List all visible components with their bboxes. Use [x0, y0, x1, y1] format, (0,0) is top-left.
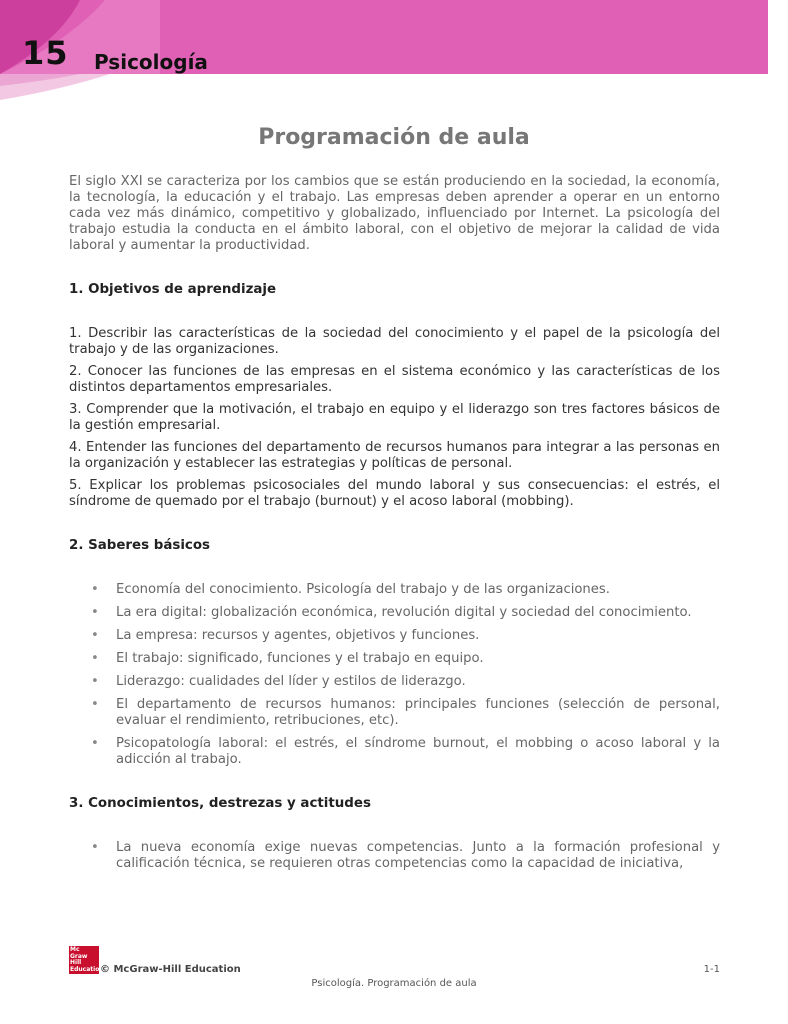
list-item [69, 582, 720, 598]
objective-item: 3. Comprender que la motivación, el trabajo en equipo y el liderazgo son tres factores básicos de la gestión empresarial. [69, 402, 720, 433]
bullet-icon: • [91, 736, 99, 751]
page-title: Programación de aula [258, 125, 530, 150]
saberes-list [69, 582, 720, 768]
list-item-text: El trabajo: significado, funciones y el trabajo en equipo. [116, 651, 484, 666]
document-body [69, 174, 720, 879]
bullet-icon: • [91, 605, 99, 620]
section-heading-saberes: 2. Saberes básicos [69, 538, 211, 553]
chapter-number: 15 [22, 34, 69, 72]
intro-paragraph: El siglo XXI se caracteriza por los cambios que se están produciendo en la sociedad, la economía, la tecnología, la educación y el trabajo. Las empresas deben aprender a operar en un entorno cada vez más dinámico, competitivo y globalizado, influenciado por Internet. La psicología del trabajo estudia la conducta en el ámbito laboral, con el objetivo de mejorar la calidad de vida laboral y aumentar la productividad. [69, 174, 720, 253]
list-item [69, 697, 720, 729]
section-heading-objetivos: 1. Objetivos de aprendizaje [69, 282, 277, 297]
bullet-icon: • [91, 651, 99, 666]
list-item [69, 840, 720, 872]
list-item [69, 605, 720, 621]
list-item [69, 651, 720, 667]
objective-item: 4. Entender las funciones del departamento de recursos humanos para integrar a las personas en la organización y establecer las estrategias y políticas de personal. [69, 440, 720, 471]
list-item-text: Economía del conocimiento. Psicología del trabajo y de las organizaciones. [116, 582, 610, 597]
bullet-icon: • [91, 697, 99, 712]
list-item-text: La nueva economía exige nuevas competencias. Junto a la formación profesional y calificación técnica, se requieren otras competencias como la capacidad de iniciativa, [116, 840, 720, 871]
objectives-list [69, 326, 720, 510]
bullet-icon: • [91, 628, 99, 643]
publisher-logo: Mc Graw Hill Education [70, 946, 104, 973]
section-heading-conocimientos: 3. Conocimientos, destrezas y actitudes [69, 796, 371, 811]
chapter-title: Psicología [94, 50, 208, 74]
objective-item: 2. Conocer las funciones de las empresas en el sistema económico y las características de los distintos departamentos empresariales. [69, 364, 720, 395]
footer-copyright: © McGraw-Hill Education [100, 964, 241, 975]
footer-running-title: Psicología. Programación de aula [311, 978, 477, 989]
conocimientos-list [69, 840, 720, 872]
list-item [69, 674, 720, 690]
bullet-icon: • [91, 840, 99, 855]
objective-item: 1. Describir las características de la sociedad del conocimiento y el papel de la psicología del trabajo y de las organizaciones. [69, 326, 720, 357]
list-item-text: Liderazgo: cualidades del líder y estilos de liderazgo. [116, 674, 466, 689]
list-item-text: La era digital: globalización económica, revolución digital y sociedad del conocimiento. [116, 605, 692, 620]
list-item [69, 736, 720, 768]
list-item [69, 628, 720, 644]
objective-item: 5. Explicar los problemas psicosociales del mundo laboral y sus consecuencias: el estrés, el síndrome de quemado por el trabajo (burnout) y el acoso laboral (mobbing). [69, 478, 720, 509]
list-item-text: Psicopatología laboral: el estrés, el síndrome burnout, el mobbing o acoso laboral y la adicción al trabajo. [116, 736, 720, 767]
bullet-icon: • [91, 674, 99, 689]
list-item-text: El departamento de recursos humanos: principales funciones (selección de personal, evaluar el rendimiento, retribuciones, etc). [116, 697, 720, 728]
list-item-text: La empresa: recursos y agentes, objetivos y funciones. [116, 628, 480, 643]
bullet-icon: • [91, 582, 99, 597]
footer-page-number: 1-1 [703, 964, 720, 975]
